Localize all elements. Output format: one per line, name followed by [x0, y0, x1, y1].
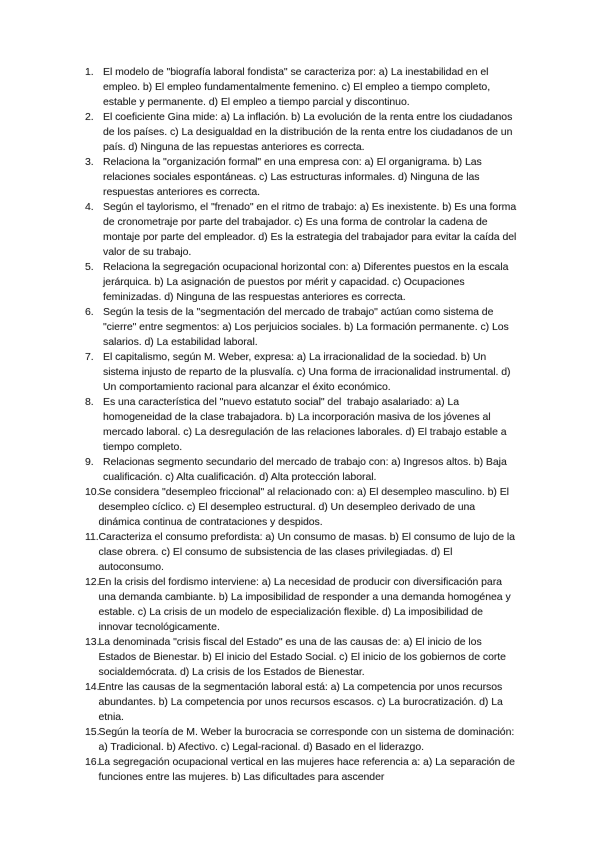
question-text: La denominada "crisis fiscal del Estado" es una de las causas de: a) El inicio de los Estados de Bienestar. b) El inicio del Estado Social. c) El inicio de los gobiernos de corte socialdemócrata. d) La crisis de los Estados de Bienestar.: [98, 636, 509, 678]
question-item: [85, 455, 519, 485]
question-number: 11.: [85, 531, 99, 543]
question-number: 7.: [85, 351, 94, 363]
question-item: [85, 755, 519, 785]
question-number: 15.: [85, 726, 100, 738]
question-text: Se considera "desempleo friccional" al relacionado con: a) El desempleo masculino. b) El desempleo cíclico. c) El desempleo estructural. d) Un desempleo derivado de una dinámica continua de contrataciones y despidos.: [98, 486, 512, 528]
question-number: 9.: [85, 456, 94, 468]
question-text: En la crisis del fordismo interviene: a) La necesidad de producir con diversificación para una demanda cambiante. b) La imposibilidad de responder a una demanda homogénea y estable. c) La crisis de un modelo de especialización flexible. d) La imposibilidad de innovar tecnológicamente.: [98, 576, 514, 633]
question-number: 8.: [85, 396, 94, 408]
question-item: [85, 575, 519, 635]
question-number: 13.: [85, 636, 100, 648]
question-text: Es una característica del "nuevo estatuto social" del trabajo asalariado: a) La homogeneidad de la clase trabajadora. b) La incorporación masiva de los jóvenes al mercado laboral. c) La desregulación de las relaciones laborales. d) El trabajo estable a tiempo completo.: [103, 396, 510, 453]
question-item: [85, 155, 519, 200]
question-item: [85, 635, 519, 680]
question-item: [85, 65, 519, 110]
question-text: Según la teoría de M. Weber la burocracia se corresponde con un sistema de dominación: a) Tradicional. b) Afectivo. c) Legal-racional. d) Basado en el liderazgo.: [98, 726, 518, 753]
question-text: Según la tesis de la "segmentación del mercado de trabajo" actúan como sistema de "cierre" entre segmentos: a) Los perjuicios sociales. b) La formación permanente. c) Los salarios. d) La estabilidad laboral.: [103, 306, 512, 348]
question-number: 2.: [85, 111, 94, 123]
question-number: 4.: [85, 201, 94, 213]
question-number: 10.: [85, 486, 100, 498]
question-text: Relaciona la "organización formal" en una empresa con: a) El organigrama. b) Las relaciones sociales espontáneas. c) Las estructuras informales. d) Ninguna de las respuestas anteriores es correcta.: [103, 156, 485, 198]
question-item: [85, 110, 519, 155]
question-text: El coeficiente Gina mide: a) La inflación. b) La evolución de la renta entre los ciudadanos de los países. c) La desigualdad en la distribución de la renta entre los ciudadanos de un país. d) Ninguna de las repuestas anteriores es correcta.: [103, 111, 516, 153]
question-item: [85, 725, 519, 755]
question-item: [85, 530, 519, 575]
question-list: [85, 65, 519, 785]
question-text: Relaciona la segregación ocupacional horizontal con: a) Diferentes puestos en la escala jerárquica. b) La asignación de puestos por mérit y capacidad. c) Ocupaciones feminizadas. d) Ninguna de las respuestas anteriores es correcta.: [103, 261, 512, 303]
question-item: [85, 350, 519, 395]
question-item: [85, 200, 519, 260]
question-text: Caracteriza el consumo prefordista: a) Un consumo de masas. b) El consumo de lujo de la clase obrera. c) El consumo de subsistencia de las clases privilegiadas. d) El autoconsumo.: [98, 531, 518, 573]
question-text: Entre las causas de la segmentación laboral está: a) La competencia por unos recursos abundantes. b) La competencia por unos recursos escasos. c) La burocratización. d) La etnia.: [98, 681, 506, 723]
question-number: 5.: [85, 261, 94, 273]
question-number: 16.: [85, 756, 100, 768]
question-number: 3.: [85, 156, 94, 168]
question-text: El capitalismo, según M. Weber, expresa: a) La irracionalidad de la sociedad. b) Un sistema injusto de reparto de la plusvalía. c) Una forma de irracionalidad instrumental. d) Un comportamiento racional para alcanzar el éxito económico.: [103, 351, 514, 393]
question-number: 6.: [85, 306, 94, 318]
question-number: 1.: [85, 66, 94, 78]
question-item: [85, 305, 519, 350]
question-item: [85, 395, 519, 455]
question-text: Relacionas segmento secundario del mercado de trabajo con: a) Ingresos altos. b) Baja cualificación. c) Alta cualificación. d) Alta protección laboral.: [103, 456, 510, 483]
question-item: [85, 260, 519, 305]
question-number: 14.: [85, 681, 100, 693]
question-text: La segregación ocupacional vertical en las mujeres hace referencia a: a) La separación de funciones entre las mujeres. b) Las dificultades para ascender: [98, 756, 518, 783]
question-number: 12.: [85, 576, 100, 588]
question-item: [85, 680, 519, 725]
question-text: El modelo de "biografía laboral fondista" se caracteriza por: a) La inestabilidad en el empleo. b) El empleo fundamentalmente femenino. c) El empleo a tiempo completo, estable y permanente. d) El empleo a tiempo parcial y discontinuo.: [103, 66, 493, 108]
question-text: Según el taylorismo, el "frenado" en el ritmo de trabajo: a) Es inexistente. b) Es una forma de cronometraje por parte del trabajador. c) Es una forma de controlar la cadena de montaje por parte del empleador. d) Es la estrategia del trabajador para evitar la caída del valor de su trabajo.: [103, 201, 520, 258]
question-item: [85, 485, 519, 530]
